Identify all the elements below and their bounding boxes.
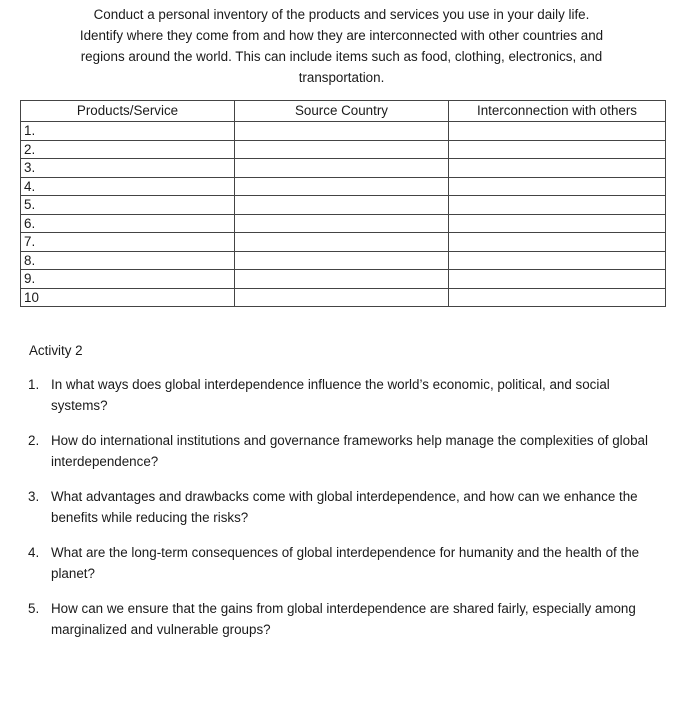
table-row [21, 196, 666, 215]
interconnection-cell[interactable] [449, 288, 666, 307]
source-country-cell[interactable] [235, 159, 449, 178]
interconnection-cell[interactable] [449, 270, 666, 289]
source-country-cell[interactable] [235, 233, 449, 252]
row-number: 6. [21, 214, 235, 233]
instructions-line: Identify where they come from and how they are interconnected with other countries and [79, 28, 604, 43]
row-number: 9. [21, 270, 235, 289]
row-number: 4. [21, 177, 235, 196]
table-header-row [21, 101, 666, 122]
source-country-cell[interactable] [235, 214, 449, 233]
table-row [21, 122, 666, 141]
question-number: 2. [28, 433, 40, 448]
instructions-line: transportation. [298, 70, 385, 85]
question-text: What are the long-term consequences of global interdependence for humanity and the health of the planet? [51, 545, 640, 581]
row-number: 3. [21, 159, 235, 178]
interconnection-cell[interactable] [449, 233, 666, 252]
source-country-cell[interactable] [235, 288, 449, 307]
question-number: 3. [28, 489, 40, 504]
interconnection-cell[interactable] [449, 140, 666, 159]
source-country-cell[interactable] [235, 140, 449, 159]
header-interconnection: Interconnection with others [449, 101, 666, 122]
list-item [28, 486, 668, 528]
inventory-table [20, 100, 666, 307]
row-number: 7. [21, 233, 235, 252]
interconnection-cell[interactable] [449, 196, 666, 215]
table-row [21, 159, 666, 178]
question-text: How can we ensure that the gains from global interdependence are shared fairly, especially among marginalized and vulnerable groups? [51, 601, 636, 637]
question-number: 5. [28, 601, 40, 616]
source-country-cell[interactable] [235, 122, 449, 141]
interconnection-cell[interactable] [449, 214, 666, 233]
table-row [21, 288, 666, 307]
question-text: How do international institutions and governance frameworks help manage the complexities of global interdependence? [51, 433, 648, 469]
source-country-cell[interactable] [235, 270, 449, 289]
interconnection-cell[interactable] [449, 122, 666, 141]
table-row [21, 214, 666, 233]
table-row [21, 270, 666, 289]
instructions-line: Conduct a personal inventory of the products and services you use in your daily life. [93, 7, 590, 22]
question-list [28, 374, 668, 654]
header-source-country: Source Country [235, 101, 449, 122]
list-item [28, 374, 668, 416]
row-number: 8. [21, 251, 235, 270]
instructions-line: regions around the world. This can include items such as food, clothing, electronics, and [80, 49, 603, 64]
interconnection-cell[interactable] [449, 251, 666, 270]
row-number: 2. [21, 140, 235, 159]
question-number: 4. [28, 545, 40, 560]
table-row [21, 251, 666, 270]
row-number: 1. [21, 122, 235, 141]
list-item [28, 598, 668, 640]
question-number: 1. [28, 377, 40, 392]
table-row [21, 140, 666, 159]
interconnection-cell[interactable] [449, 177, 666, 196]
interconnection-cell[interactable] [449, 159, 666, 178]
question-text: In what ways does global interdependence influence the world’s economic, political, and social systems? [51, 377, 610, 413]
instructions-paragraph [14, 4, 669, 88]
list-item [28, 430, 668, 472]
table-row [21, 177, 666, 196]
list-item [28, 542, 668, 584]
activity-title: Activity 2 [29, 343, 83, 358]
source-country-cell[interactable] [235, 196, 449, 215]
row-number: 5. [21, 196, 235, 215]
question-text: What advantages and drawbacks come with global interdependence, and how can we enhance the benefits while reducing the risks? [51, 489, 638, 525]
row-number: 10 [21, 288, 235, 307]
source-country-cell[interactable] [235, 251, 449, 270]
source-country-cell[interactable] [235, 177, 449, 196]
header-products-service: Products/Service [21, 101, 235, 122]
table-row [21, 233, 666, 252]
